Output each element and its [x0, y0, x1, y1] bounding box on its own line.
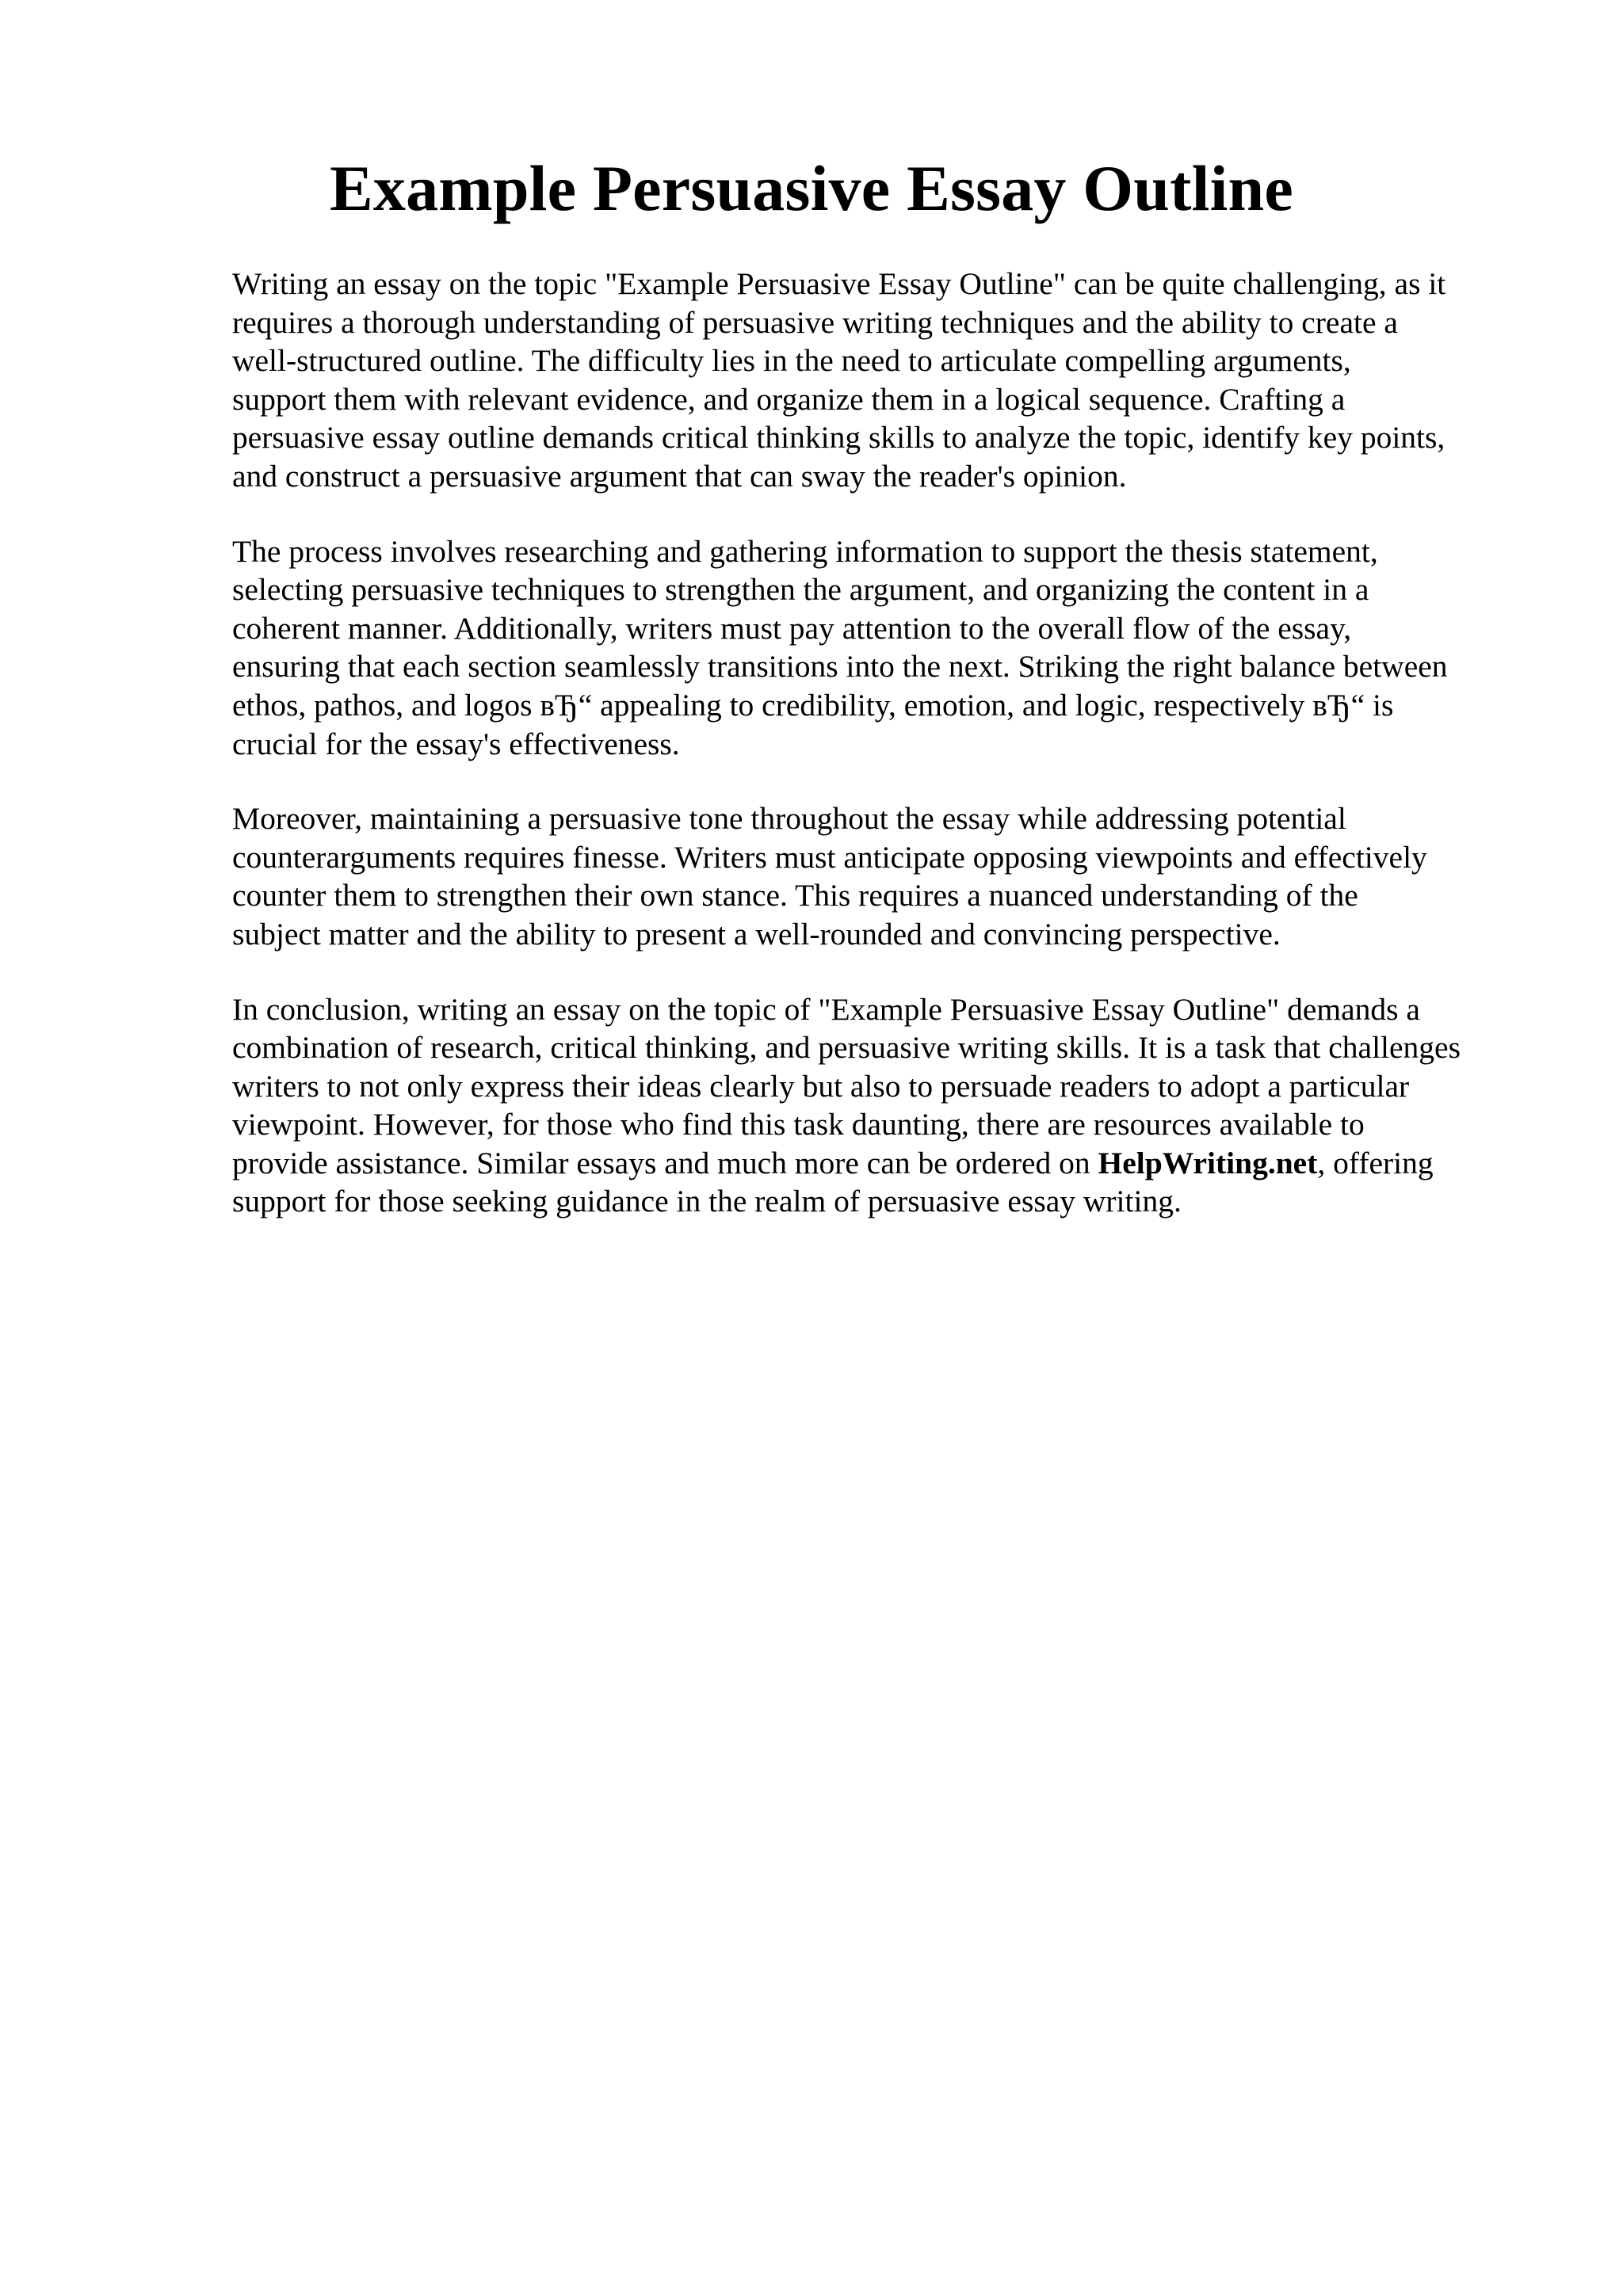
text-line: ensuring that each section seamlessly transitions into the next. Striking the right balance between	[232, 649, 1448, 685]
document-body	[232, 265, 1532, 1257]
text-line: combination of research, critical thinking, and persuasive writing skills. It is a task that challenges	[232, 1030, 1461, 1066]
text-segment: , offering	[1317, 1145, 1434, 1180]
text-line: subject matter and the ability to present a well-rounded and convincing perspective.	[232, 916, 1281, 952]
text-line: Moreover, maintaining a persuasive tone throughout the essay while addressing potential	[232, 801, 1346, 837]
text-line: writers to not only express their ideas clearly but also to persuade readers to adopt a particular	[232, 1068, 1410, 1104]
text-line: The process involves researching and gathering information to support the thesis statement,	[232, 533, 1378, 569]
text-line: counter them to strengthen their own stance. This requires a nuanced understanding of the	[232, 878, 1358, 913]
text-line: In conclusion, writing an essay on the topic of "Example Persuasive Essay Outline" demands a	[232, 991, 1420, 1027]
text-line: selecting persuasive techniques to strengthen the argument, and organizing the content in a	[232, 572, 1369, 608]
paragraph-4	[232, 990, 1532, 1222]
text-line-with-link	[232, 1144, 1532, 1183]
text-line: coherent manner. Additionally, writers must pay attention to the overall flow of the essay,	[232, 610, 1352, 646]
text-line: requires a thorough understanding of persuasive writing techniques and the ability to create a	[232, 304, 1398, 340]
document-title: Example Persuasive Essay Outline	[330, 152, 1293, 224]
text-line: counterarguments requires finesse. Writers must anticipate opposing viewpoints and effectively	[232, 839, 1427, 875]
text-line: ethos, pathos, and logos вЂ“ appealing to credibility, emotion, and logic, respectively вЂ“ is	[232, 687, 1394, 723]
text-line: Writing an essay on the topic "Example Persuasive Essay Outline" can be quite challenging, as it	[232, 266, 1446, 301]
text-line: support them with relevant evidence, and organize them in a logical sequence. Crafting a	[232, 381, 1346, 417]
text-line: support for those seeking guidance in the realm of persuasive essay writing.	[232, 1184, 1182, 1219]
text-segment: provide assistance. Similar essays and much more can be ordered on	[232, 1145, 1098, 1180]
paragraph-2	[232, 532, 1532, 764]
paragraph-3	[232, 799, 1532, 953]
text-line: well-structured outline. The difficulty lies in the need to articulate compelling arguments,	[232, 343, 1351, 379]
text-line: viewpoint. However, for those who find this task daunting, there are resources available to	[232, 1107, 1365, 1142]
paragraph-1	[232, 265, 1532, 496]
helpwriting-link[interactable]: HelpWriting.net	[1098, 1145, 1318, 1180]
text-line: crucial for the essay's effectiveness.	[232, 726, 680, 761]
text-line: persuasive essay outline demands critical thinking skills to analyze the topic, identify key points,	[232, 420, 1445, 456]
text-line: and construct a persuasive argument that can sway the reader's opinion.	[232, 458, 1127, 494]
